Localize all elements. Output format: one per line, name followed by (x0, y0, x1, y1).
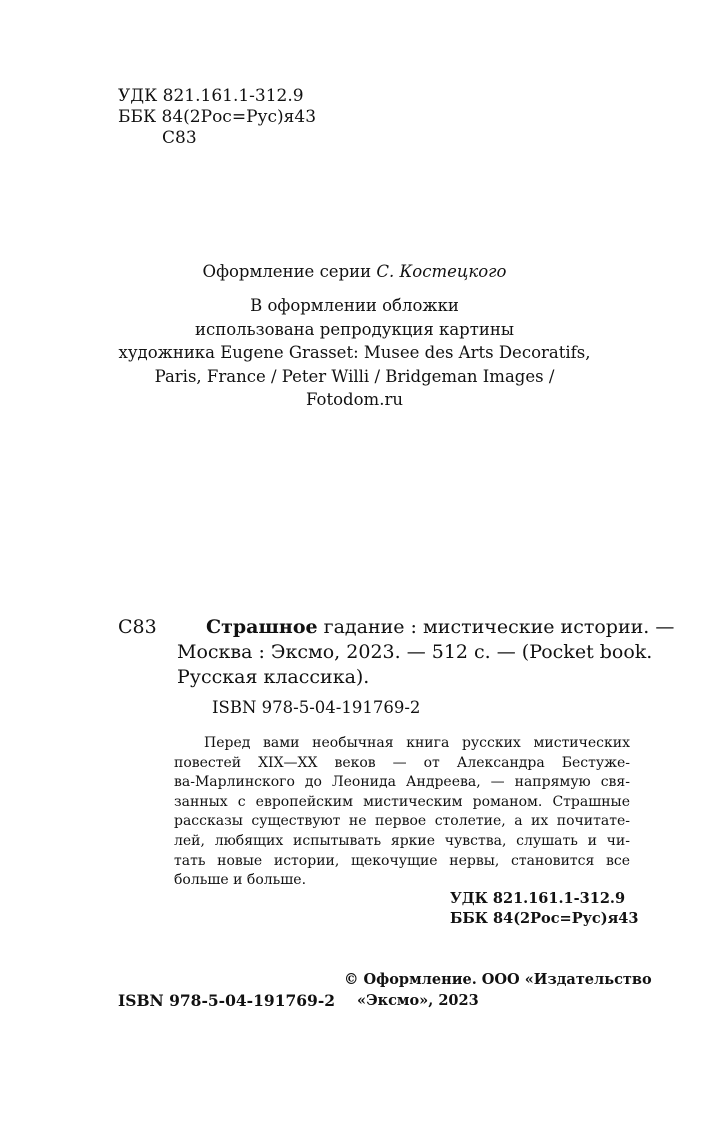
cover-credit (0, 294, 709, 412)
cover-credit-line: Paris, France / Peter Willi / Bridgeman Images / (154, 366, 555, 386)
catalog-line-3: Русская классика). (177, 666, 370, 688)
annotation-line: лей, любящих испытывать яркие чувства, слушать и чи- (174, 832, 630, 849)
cover-credit-line: художника Eugene Grasset: Musee des Arts Decoratifs, (118, 343, 591, 362)
annotation-line: больше и больше. (174, 872, 307, 889)
catalog-title-rest: гадание : мистические истории. — (323, 616, 675, 638)
annotation-line: рассказы существуют не первое столетие, а их почитате- (174, 813, 630, 830)
author-mark-top: С83 (162, 128, 197, 148)
annotation-line: ва-Марлинского до Леонида Андреева, — напрямую свя- (174, 774, 630, 791)
annotation-line: тать новые истории, щекочущие нервы, становится все (174, 852, 630, 869)
series-designer-name: С. Костецкого (376, 262, 507, 281)
bbk-index-bottom: ББК 84(2Рос=Рус)я43 (450, 910, 639, 927)
annotation-line: занных с европейским мистическим романом. Страшные (174, 793, 630, 810)
series-design-credit (0, 260, 709, 284)
catalog-line-2: Москва : Эксмо, 2023. — 512 с. — (Pocket book. (177, 641, 653, 663)
series-design-label: Оформление серии (202, 262, 372, 281)
annotation-line: повестей XIX—XX веков — от Александра Бестуже- (174, 754, 630, 771)
footer-isbn: ISBN 978-5-04-191769-2 (118, 991, 336, 1010)
catalog-isbn: ISBN 978-5-04-191769-2 (212, 698, 421, 717)
copyright-line-2: «Эксмо», 2023 (357, 992, 479, 1009)
cover-credit-line: В оформлении обложки (250, 296, 459, 315)
catalog-title: Страшное (206, 616, 318, 638)
annotation (174, 734, 630, 891)
copyright-line-1: © Оформление. ООО «Издательство (344, 971, 652, 988)
cover-credit-line: использована репродукция картины (194, 319, 514, 339)
catalog-line-1 (206, 615, 674, 641)
bbk-index-top: ББК 84(2Рос=Рус)я43 (118, 107, 317, 127)
annotation-line: Перед вами необычная книга русских мистических (204, 735, 630, 751)
udk-index-top: УДК 821.161.1-312.9 (118, 86, 304, 106)
catalog-author-mark: С83 (118, 616, 157, 638)
udk-index-bottom: УДК 821.161.1-312.9 (450, 890, 626, 907)
cover-credit-line: Fotodom.ru (306, 390, 403, 409)
